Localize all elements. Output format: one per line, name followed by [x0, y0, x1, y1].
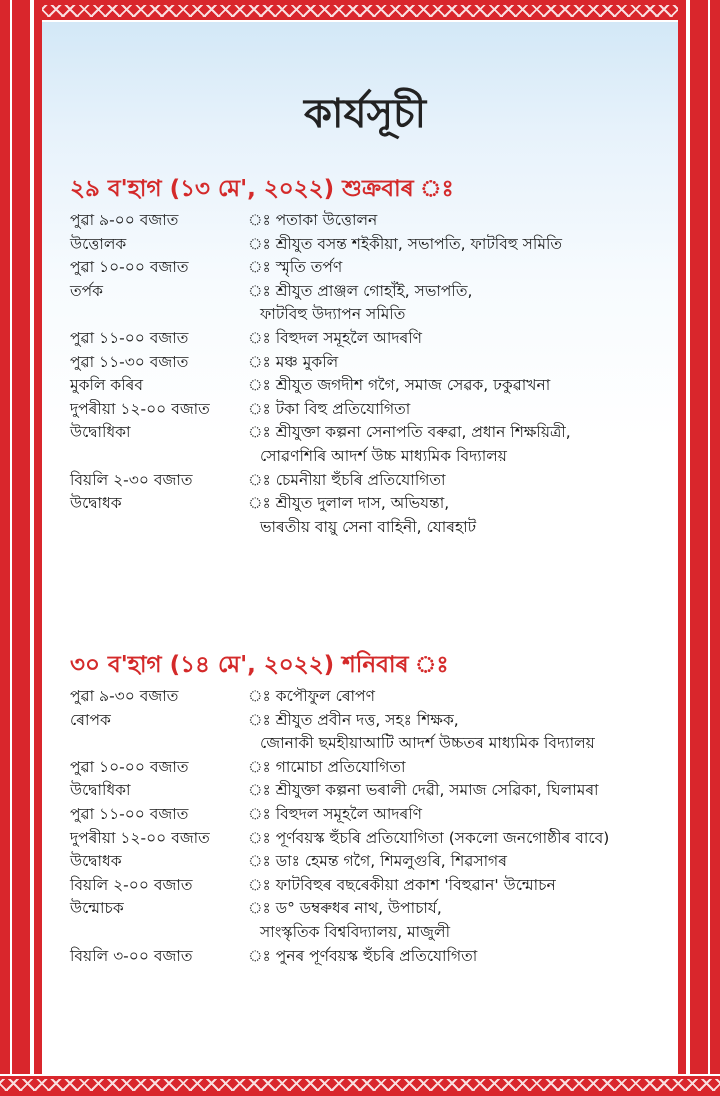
schedule-time-label: দুপৰীয়া ১২-০০ বজাত [70, 399, 210, 418]
schedule-row [70, 849, 660, 873]
schedule-detail: ঃ বিহুদল সমূহলৈ আদৰণি [248, 805, 423, 823]
schedule-time-label: উন্মোচক [70, 899, 124, 918]
schedule-time-label: তৰ্পক [70, 281, 103, 300]
schedule-row [70, 896, 660, 920]
schedule-row [70, 684, 660, 708]
schedule-detail: ঃ শ্ৰীযুক্তা কল্পনা সেনাপতি বৰুৱা, প্ৰধান শিক্ষয়িত্ৰী, [248, 423, 571, 442]
schedule-time-label: বিয়লি ২-৩০ বজাত [70, 470, 193, 489]
schedule-time-label: বিয়লি ৩-০০ বজাত [70, 946, 193, 965]
schedule-time-label: পুৱা ১১-৩০ বজাত [70, 352, 189, 371]
schedule-row [70, 708, 660, 732]
schedule-detail: ঃ গামোচা প্ৰতিযোগিতা [248, 757, 406, 776]
schedule-row [70, 755, 660, 779]
schedule-detail: ঃ শ্ৰীযুক্তা কল্পনা ভৰালী দেৱী, সমাজ সেৱিকা, ঘিলামৰা [248, 781, 599, 800]
schedule-row [70, 515, 660, 539]
schedule-detail: ঃ শ্ৰীযুত প্ৰবীন দত্ত, সহঃ শিক্ষক, [248, 710, 459, 729]
schedule-time-label: উদ্বোধিকা [70, 423, 131, 442]
schedule-time-label: উদ্বোধিকা [70, 781, 131, 800]
schedule-time-label: দুপৰীয়া ১২-০০ বজাত [70, 828, 210, 847]
schedule-time-label: পুৱা ৯-০০ বজাত [70, 211, 179, 229]
schedule-detail: ঃ শ্ৰীযুত বসন্ত শইকীয়া, সভাপতি, ফাটবিহু সমিতি [248, 234, 563, 253]
day-heading: ২৯ ব'হাগ (১৩ মে', ২০২২) শুক্ৰবাৰ ঃ [70, 176, 454, 202]
schedule-row [70, 397, 660, 421]
schedule-row [70, 778, 660, 802]
programme-content [70, 0, 660, 1096]
right-decorative-border [678, 0, 720, 1096]
schedule-row [70, 302, 660, 326]
schedule-detail: ঃ পুনৰ পূৰ্ণবয়স্ক হুঁচৰি প্ৰতিযোগিতা [248, 946, 478, 965]
schedule-time-label: উত্তোলক [70, 234, 127, 253]
schedule-row [70, 491, 660, 515]
schedule-row [70, 444, 660, 468]
schedule-row [70, 350, 660, 374]
day-heading: ৩০ ব'হাগ (১৪ মে', ২০২২) শনিবাৰ ঃ [70, 652, 449, 678]
schedule-row [70, 731, 660, 755]
schedule-row [70, 802, 660, 826]
schedule-row [70, 255, 660, 279]
schedule-detail: ঃ টকা বিহু প্ৰতিযোগিতা [248, 399, 411, 418]
schedule-detail: ঃ স্মৃতি তৰ্পণ [248, 258, 343, 277]
schedule-detail: ঃ ডাঃ হেমন্ত গগৈ, শিমলুগুৰি, শিৱসাগৰ [248, 852, 507, 871]
schedule-detail: সাংস্কৃতিক বিশ্ববিদ্যালয়, মাজুলী [260, 923, 450, 941]
schedule-row [70, 468, 660, 492]
schedule-detail: ঃ শ্ৰীযুত দুলাল দাস, অভিযন্তা, [248, 494, 450, 513]
schedule-detail: ঃ মঞ্চ মুকলি [248, 352, 339, 371]
schedule-row [70, 208, 660, 232]
schedule-row [70, 232, 660, 256]
schedule-detail: ঃ কপৌফুল ৰোপণ [248, 687, 375, 705]
schedule-detail: ঃ ফাটবিহুৰ বছৰেকীয়া প্ৰকাশ 'বিহুৱান' উন্মোচন [248, 875, 556, 894]
schedule-time-label: পুৱা ১০-০০ বজাত [70, 258, 189, 277]
schedule-time-label: উদ্বোধক [70, 852, 122, 871]
schedule-time-label: বিয়লি ২-০০ বজাত [70, 875, 193, 894]
schedule-detail: ঃ শ্ৰীযুত জগদীশ গগৈ, সমাজ সেৱক, ঢকুৱাখনা [248, 376, 551, 395]
schedule-time-label: ৰোপক [70, 710, 111, 729]
schedule-time-label: পুৱা ১১-০০ বজাত [70, 329, 189, 347]
schedule-detail: ঃ শ্ৰীযুত প্ৰাঞ্জল গোহাঁই, সভাপতি, [248, 281, 473, 300]
schedule-row [70, 920, 660, 944]
page-title: কাৰ্যসূচী [303, 91, 427, 137]
schedule-time-label: পুৱা ৯-৩০ বজাত [70, 687, 179, 705]
schedule-time-label: পুৱা ১১-০০ বজাত [70, 805, 189, 823]
schedule-detail: ফাটবিহু উদ্যাপন সমিতি [260, 305, 406, 324]
schedule-detail: ঃ বিহুদল সমূহলৈ আদৰণি [248, 329, 423, 347]
schedule-detail: সোৱণশিৰি আদৰ্শ উচ্চ মাধ্যমিক বিদ্যালয় [260, 447, 507, 465]
schedule-detail: ঃ পতাকা উত্তোলন [248, 211, 378, 229]
schedule-detail: ভাৰতীয় বায়ু সেনা বাহিনী, যোৰহাট [260, 517, 477, 536]
schedule-time-label: উদ্বোধক [70, 494, 122, 513]
schedule-detail: ঃ পূৰ্ণবয়স্ক হুঁচৰি প্ৰতিযোগিতা (সকলো জনগোষ্ঠীৰ বাবে) [248, 828, 610, 847]
schedule-detail: জোনাকী ছমহীয়াআটি আদৰ্শ উচ্চতৰ মাধ্যমিক বিদ্যালয় [260, 734, 595, 753]
schedule-row [70, 944, 660, 968]
schedule-row [70, 826, 660, 850]
schedule-detail: ঃ ড° ডম্বৰুধৰ নাথ, উপাচাৰ্য, [248, 899, 442, 918]
schedule-row [70, 373, 660, 397]
schedule-row [70, 279, 660, 303]
schedule-time-label: পুৱা ১০-০০ বজাত [70, 757, 189, 776]
schedule-detail: ঃ চেমনীয়া হুঁচৰি প্ৰতিযোগিতা [248, 470, 446, 489]
schedule-row [70, 873, 660, 897]
left-decorative-border [0, 0, 42, 1096]
schedule-row [70, 326, 660, 350]
schedule-row [70, 420, 660, 444]
schedule-time-label: মুকলি কৰিব [70, 376, 143, 395]
